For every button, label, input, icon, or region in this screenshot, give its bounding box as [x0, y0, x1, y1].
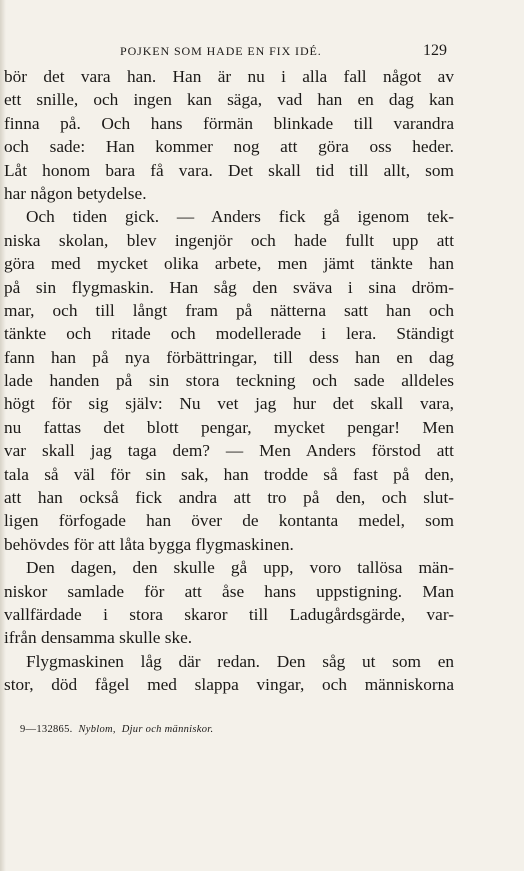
text-line: tänkte och ritade och modellerade i lera. Ständigt: [4, 324, 454, 344]
text-line: att han också fick andra att tro på den, och slut-: [4, 488, 454, 508]
text-line: niskor samlade för att åse hans uppstigning. Man: [4, 581, 454, 601]
text-line: högt för sig själv: Nu vet jag hur det skall vara,: [4, 394, 454, 414]
text-line: nu fattas det blott pengar, mycket pengar! Men: [4, 417, 454, 437]
text-line: Den dagen, den skulle gå upp, voro tallösa män-: [26, 558, 454, 578]
signature-code: 9—132865.: [20, 724, 73, 735]
text-line: var skall jag taga dem? — Men Anders förstod att: [4, 441, 454, 461]
text-line: stor, död fågel med slappa vingar, och människorna: [4, 675, 454, 695]
signature-title: Djur och människor.: [121, 724, 214, 735]
text-line: behövdes för att låta bygga flygmaskinen.: [4, 534, 294, 554]
text-line: har någon betydelse.: [4, 183, 147, 203]
text-line: Och tiden gick. — Anders fick gå igenom tek-: [26, 207, 454, 227]
text-line: lade handen på sin stora teckning och sade alldeles: [4, 371, 454, 391]
text-line: Låt honom bara få vara. Det skall tid till allt, som: [4, 160, 454, 180]
text-line: vallfärdade i stora skaror till Ladugårdsgärde, var-: [4, 604, 454, 624]
page-number: 129: [423, 42, 447, 59]
text-line: göra med mycket olika arbete, men jämt tänkte han: [4, 254, 454, 274]
text-line: tala så väl för sin sak, han trodde så fast på den,: [4, 464, 454, 484]
running-title: POJKEN SOM HADE EN FIX IDÉ.: [120, 44, 322, 58]
text-line: mar, och till långt fram på nätterna satt han och: [4, 300, 454, 320]
text-line: niska skolan, blev ingenjör och hade fullt upp att: [4, 230, 454, 250]
text-line: och sade: Han kommer nog att göra oss heder.: [4, 137, 454, 157]
printer-signature: [20, 724, 213, 735]
body-text: [4, 65, 454, 697]
text-line: ligen förfogade han över de kontanta medel, som: [4, 511, 454, 531]
text-line: på sin flygmaskin. Han såg den sväva i sina dröm-: [4, 277, 454, 297]
text-line: fann han på nya förbättringar, till dess han en dag: [4, 347, 454, 367]
text-line: ifrån densamma skulle ske.: [4, 628, 193, 648]
text-line: ett snille, och ingen kan säga, vad han en dag kan: [4, 90, 454, 110]
text-line: Flygmaskinen låg där redan. Den såg ut som en: [26, 651, 454, 671]
text-line: finna på. Och hans förmän blinkade till varandra: [4, 113, 454, 133]
text-line: bör det vara han. Han är nu i alla fall något av: [4, 67, 454, 86]
running-head: [0, 40, 524, 62]
signature-author: Nyblom,: [78, 724, 116, 735]
